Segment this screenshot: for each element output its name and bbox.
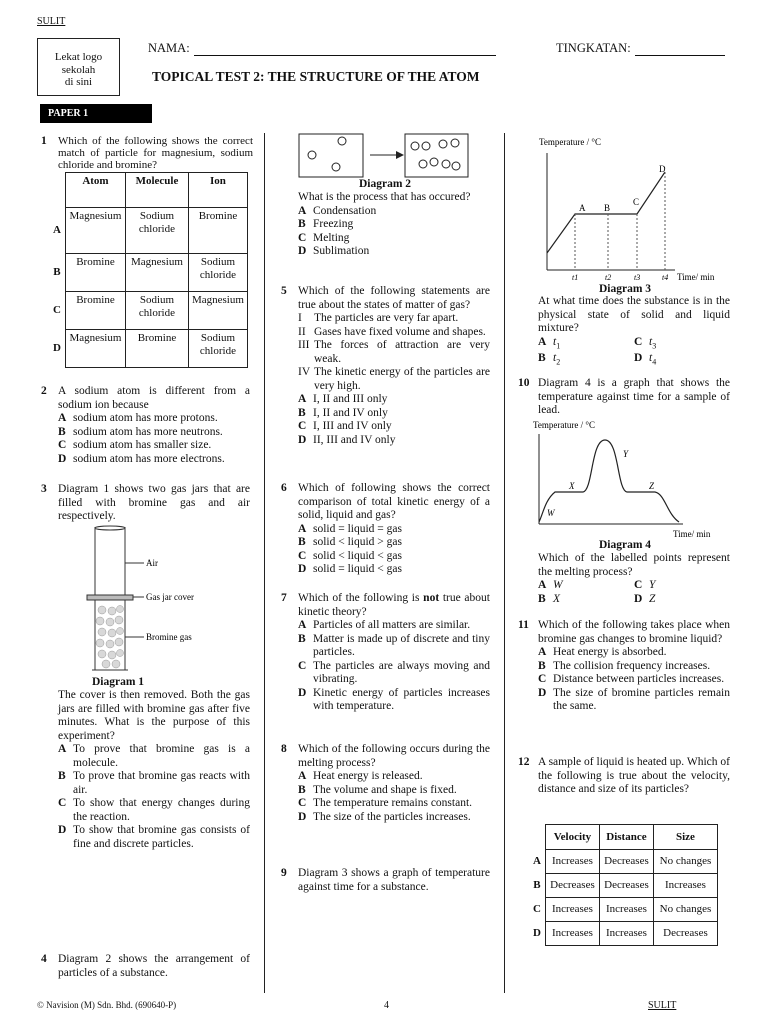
option-letter: D [298, 810, 307, 823]
statement-text: The particles are very far apart. [314, 312, 459, 324]
option-b [58, 770, 250, 797]
option-b [298, 407, 490, 421]
option-b [298, 218, 490, 232]
question-10 [518, 377, 730, 418]
option-text: II, III and IV only [313, 433, 396, 446]
question-text: Which of the following occurs during the melting process? [298, 743, 490, 769]
option-text: To prove that bromine gas reacts with air. [73, 770, 250, 796]
question-text: Diagram 1 shows two gas jars that are filled with bromine gas and air respectively. [58, 483, 250, 522]
question-text: Which of the following statements are true about the states of matter of gas? [298, 285, 490, 311]
table-cell: Decreases [599, 850, 653, 874]
question-1 [41, 135, 253, 171]
question-text: Which of following shows the correct comparison of total kinetic energy of a solid, liquid and gas? [298, 482, 490, 521]
diagram-4-lead-graph [533, 418, 733, 540]
option-letter: D [298, 686, 307, 699]
option-letter: D [634, 352, 643, 365]
table-cell: Magnesium [65, 208, 125, 254]
option-a [298, 770, 490, 784]
option-text: The temperature remains constant. [313, 797, 473, 809]
question-8 [281, 743, 490, 824]
diagram-2-particles [298, 132, 470, 180]
column-divider-1 [264, 133, 265, 993]
table-cell: Increases [545, 898, 599, 922]
option-letter: B [298, 632, 306, 645]
row-label: A [53, 224, 61, 236]
option-text: Distance between particles increases. [553, 673, 725, 685]
option-letter: B [58, 770, 66, 782]
option-letter: D [58, 824, 67, 836]
option-text: solid < liquid > gas [313, 536, 403, 548]
point-label: C [633, 197, 640, 207]
option-subscript: 1 [556, 340, 561, 350]
option-letter: C [298, 659, 307, 672]
table-cell: Sodium chloride [125, 292, 188, 330]
option-b [538, 352, 634, 369]
point-label: A [579, 203, 586, 213]
option-d [298, 563, 490, 577]
row-label: A [533, 855, 541, 867]
option-a [298, 619, 490, 633]
option-text: sodium atom has more neutrons. [73, 425, 223, 438]
option-letter: C [298, 549, 307, 562]
question-text-emphasis: not [423, 592, 440, 604]
tick-label: t1 [572, 273, 579, 282]
question-number: 12 [518, 756, 530, 768]
table-cell: Magnesium [125, 254, 188, 292]
option-text [553, 336, 634, 353]
label-cover: Gas jar cover [146, 592, 194, 602]
question-10-continued [538, 552, 730, 606]
option-letter: A [538, 335, 547, 348]
diagram-3-xlabel: Time/ min [677, 272, 715, 282]
table-cell: Magnesium [188, 292, 247, 330]
question-number: 5 [281, 285, 287, 297]
option-letter: C [58, 797, 67, 809]
option-text: solid = liquid = gas [313, 522, 403, 535]
option-text: The volume and shape is fixed. [313, 783, 457, 796]
option-text: Heat energy is absorbed. [553, 646, 667, 658]
option-symbol: t [649, 352, 653, 365]
option-letter: B [298, 406, 306, 419]
row-label: D [53, 342, 61, 354]
paper-label: PAPER 1 [40, 104, 152, 123]
option-c [298, 550, 490, 564]
option-c [634, 579, 655, 593]
tingkatan-field[interactable] [556, 42, 725, 56]
question-number: 9 [281, 867, 287, 879]
statement-text: Gases have fixed volume and shapes. [314, 325, 486, 338]
statement-numeral: III [298, 339, 310, 351]
diagram-4-caption: Diagram 4 [598, 539, 652, 551]
options-row [538, 593, 730, 607]
question-text: Which of the labelled points represent the melting process? [538, 552, 730, 578]
question-text: A sodium atom is different from a sodium ion because [58, 385, 250, 411]
option-symbol: t [553, 335, 557, 348]
option-text: X [553, 592, 561, 605]
point-label: Y [623, 449, 629, 459]
tingkatan-label: TINGKATAN: [556, 41, 631, 55]
question-4-continued [298, 191, 490, 259]
option-letter: B [298, 218, 306, 230]
table-cell: Sodium chloride [188, 330, 247, 368]
option-text: I, II and III only [313, 393, 388, 405]
point-label: D [659, 164, 666, 174]
option-text: sodium atom has smaller size. [73, 439, 212, 451]
table-cell: Increases [599, 898, 653, 922]
question-9-continued [538, 295, 730, 369]
statement-ii [298, 326, 490, 340]
diagram-3-heating-graph [535, 133, 735, 283]
option-d [538, 687, 730, 714]
option-letter: A [58, 743, 67, 755]
point-label: Z [649, 481, 655, 491]
options-row [538, 352, 730, 369]
table-cell: Bromine [125, 330, 188, 368]
question-text: What is the process that has occured? [298, 191, 471, 203]
option-text: Sublimation [313, 245, 370, 257]
question-text [298, 592, 490, 619]
question-5 [281, 285, 490, 447]
option-symbol: t [553, 352, 557, 365]
statement-text: The kinetic energy of the particles are very high. [314, 366, 490, 392]
diagram-4-ylabel: Temperature / °C [533, 420, 595, 430]
question-6 [281, 482, 490, 577]
option-text: Particles of all matters are similar. [313, 619, 471, 631]
option-letter: C [538, 673, 547, 685]
option-text: To show that bromine gas consists of fine and discrete particles. [73, 824, 250, 850]
table-cell: Decreases [599, 874, 653, 898]
option-letter: B [298, 536, 306, 548]
question-text-part: true about kinetic theory? [298, 592, 490, 618]
row-label: C [533, 903, 541, 915]
option-a [58, 743, 250, 770]
option-text: I, II and IV only [313, 406, 388, 419]
footer-sulit: SULIT [648, 1000, 677, 1011]
option-letter: D [58, 452, 67, 465]
question-2 [41, 385, 250, 466]
option-c [538, 673, 730, 687]
row-label: B [53, 266, 61, 278]
statement-i [298, 312, 490, 326]
question-number: 1 [41, 135, 47, 147]
option-a [538, 336, 634, 353]
option-subscript: 3 [652, 340, 657, 350]
option-text: W [553, 579, 563, 591]
table-header: Molecule [125, 173, 188, 208]
diagram-3-ylabel: Temperature / °C [539, 137, 601, 147]
options-row [538, 336, 730, 353]
option-text: Y [649, 579, 656, 591]
option-letter: C [298, 420, 307, 432]
diagram-1-caption: Diagram 1 [91, 676, 145, 688]
question-text: At what time does the substance is in the physical state of solid and liquid mixture? [538, 295, 730, 334]
statement-iv [298, 366, 490, 393]
option-text: I, III and IV only [313, 420, 392, 432]
option-letter: A [538, 646, 547, 658]
option-text: Freezing [313, 218, 354, 230]
option-c [58, 797, 250, 824]
option-a [298, 523, 490, 537]
logo-placeholder [37, 38, 120, 96]
option-letter: D [538, 686, 547, 699]
option-text: To show that energy changes during the reaction. [73, 797, 250, 823]
column-divider-2 [504, 133, 505, 993]
option-d [58, 453, 250, 467]
question-7 [281, 592, 490, 714]
option-b [298, 784, 490, 798]
question-number: 4 [41, 953, 47, 965]
diagram-3-caption: Diagram 3 [598, 283, 652, 295]
option-text [553, 352, 634, 369]
row-label: C [53, 304, 61, 316]
option-letter: A [298, 204, 307, 217]
table-cell: Increases [545, 850, 599, 874]
table-cell: Sodium chloride [188, 254, 247, 292]
option-text: sodium atom has more electrons. [73, 452, 225, 465]
statement-numeral: IV [298, 366, 311, 378]
option-b [538, 660, 730, 674]
table-cell: Bromine [65, 254, 125, 292]
option-letter: D [298, 563, 307, 575]
tingkatan-blank[interactable] [635, 44, 725, 56]
option-c [298, 660, 490, 687]
option-c [298, 232, 490, 246]
table-header: Size [653, 825, 717, 850]
row-label: B [533, 879, 541, 891]
name-label: NAMA: [148, 41, 190, 55]
q12-table [532, 824, 718, 946]
option-d [298, 245, 490, 259]
option-a [538, 579, 634, 593]
option-letter: C [58, 439, 67, 451]
option-b [298, 536, 490, 550]
option-d [58, 824, 250, 851]
table-header: Distance [599, 825, 653, 850]
option-c [58, 439, 250, 453]
option-letter: B [298, 783, 306, 796]
option-text: To prove that bromine gas is a molecule. [73, 743, 250, 769]
option-a [58, 412, 250, 426]
question-text: Which of the following shows the correct match of particle for magnesium, sodium chloride and bromine? [58, 135, 253, 171]
question-12 [518, 756, 730, 797]
option-text: The particles are always moving and vibrating. [313, 659, 490, 685]
table-cell: Increases [599, 922, 653, 946]
question-number: 10 [518, 377, 530, 389]
option-a [538, 646, 730, 660]
option-text: solid = liquid < gas [313, 563, 403, 575]
table-cell: Magnesium [65, 330, 125, 368]
name-field[interactable] [148, 42, 496, 56]
question-9 [281, 867, 490, 894]
option-text: Z [649, 592, 656, 605]
option-text: Condensation [313, 204, 377, 217]
option-text: The size of the particles increases. [313, 810, 471, 823]
option-text: solid < liquid < gas [313, 549, 403, 562]
name-blank[interactable] [194, 44, 496, 56]
option-a [298, 205, 490, 219]
question-text-part: Which of the following is [298, 592, 424, 604]
option-text [649, 336, 656, 353]
point-label: X [569, 481, 575, 491]
options-row [538, 579, 730, 593]
option-letter: A [58, 412, 67, 424]
table-cell: Decreases [653, 922, 717, 946]
option-symbol: t [649, 335, 653, 348]
option-letter: D [298, 433, 307, 446]
row-label: D [533, 927, 541, 939]
statement-text: The forces of attraction are very weak. [314, 339, 490, 365]
option-b [538, 593, 634, 607]
option-letter: C [298, 797, 307, 809]
table-cell: Increases [653, 874, 717, 898]
question-text: Which of the following takes place when bromine gas changes to bromine liquid? [538, 619, 730, 645]
table-cell: Bromine [65, 292, 125, 330]
table-header: Atom [65, 173, 125, 208]
option-subscript: 2 [556, 357, 561, 367]
question-text: A sample of liquid is heated up. Which of the following is true about the velocity, distance and size of its particles? [538, 756, 730, 795]
question-text: Diagram 4 is a graph that shows the temperature against time for a sample of lead. [538, 377, 730, 416]
question-number: 2 [41, 385, 47, 397]
option-text: The collision frequency increases. [553, 659, 711, 672]
table-cell: No changes [653, 850, 717, 874]
label-bromine: Bromine gas [146, 632, 192, 642]
page-title: TOPICAL TEST 2: THE STRUCTURE OF THE ATOM [152, 69, 480, 84]
option-letter: B [538, 659, 546, 672]
option-letter: B [538, 592, 546, 605]
option-letter: D [634, 592, 643, 605]
table-cell: Bromine [188, 208, 247, 254]
logo-text-1: Lekat logo [54, 51, 103, 63]
statement-numeral: II [298, 325, 306, 338]
option-letter: B [538, 352, 546, 365]
label-air: Air [146, 558, 158, 568]
option-d [634, 352, 656, 369]
logo-text-2: sekolah [61, 63, 96, 76]
table-cell: No changes [653, 898, 717, 922]
sulit-label: SULIT [37, 16, 66, 27]
option-text: Matter is made up of discrete and tiny particles. [313, 632, 490, 658]
question-number: 11 [518, 619, 529, 631]
question-number: 6 [281, 482, 287, 494]
statement-numeral: I [298, 312, 302, 324]
question-number: 3 [41, 483, 47, 495]
option-letter: C [298, 231, 307, 244]
option-d [298, 434, 490, 448]
diagram-4-xlabel: Time/ min [673, 529, 711, 539]
option-text [649, 352, 656, 369]
option-letter: A [538, 579, 547, 591]
table-header: Velocity [545, 825, 599, 850]
option-text: sodium atom has more protons. [73, 412, 218, 424]
option-c [298, 420, 490, 434]
copyright: © Navision (M) Sdn. Bhd. (690640-P) [37, 1000, 177, 1010]
question-number: 7 [281, 592, 287, 604]
option-b [298, 633, 490, 660]
tick-label: t3 [634, 273, 641, 282]
option-letter: C [634, 335, 643, 348]
q1-table [52, 172, 248, 368]
option-d [298, 687, 490, 714]
question-text: The cover is then removed. Both the gas jars are filled with bromine gas after five minutes. What is the purpose of this experiment? [58, 689, 250, 742]
question-3-continued [58, 689, 250, 851]
option-letter: A [298, 522, 307, 535]
point-label: B [604, 203, 611, 213]
point-label: W [547, 508, 555, 518]
option-a [298, 393, 490, 407]
tick-label: t2 [605, 273, 612, 282]
table-header: Ion [188, 173, 247, 208]
option-text: Kinetic energy of particles increases with temperature. [313, 686, 490, 712]
question-text: Diagram 2 shows the arrangement of particles of a substance. [58, 953, 250, 979]
option-text: Melting [313, 231, 350, 244]
option-b [58, 426, 250, 440]
tick-label: t4 [662, 273, 669, 282]
option-letter: A [298, 393, 307, 405]
table-cell: Increases [545, 922, 599, 946]
option-d [298, 811, 490, 825]
page-number: 4 [384, 1000, 389, 1011]
option-d [634, 593, 655, 607]
question-4 [41, 953, 250, 980]
table-cell: Sodium chloride [125, 208, 188, 254]
option-letter: D [298, 245, 307, 257]
option-letter: C [634, 579, 643, 591]
option-subscript: 4 [652, 357, 657, 367]
diagram-1-gas-jars [82, 525, 212, 675]
question-text: Diagram 3 shows a graph of temperature against time for a substance. [298, 867, 490, 893]
option-text: Heat energy is released. [313, 770, 423, 782]
option-letter: A [298, 770, 307, 782]
option-letter: B [58, 425, 66, 438]
statement-iii [298, 339, 490, 366]
diagram-2-caption: Diagram 2 [358, 178, 412, 190]
question-3 [41, 483, 250, 524]
option-text: The size of bromine particles remain the same. [553, 686, 730, 712]
table-cell: Decreases [545, 874, 599, 898]
option-c [298, 797, 490, 811]
option-letter: A [298, 619, 307, 631]
option-c [634, 336, 656, 353]
logo-text-3: di sini [64, 76, 93, 88]
question-number: 8 [281, 743, 287, 755]
question-11 [518, 619, 730, 714]
